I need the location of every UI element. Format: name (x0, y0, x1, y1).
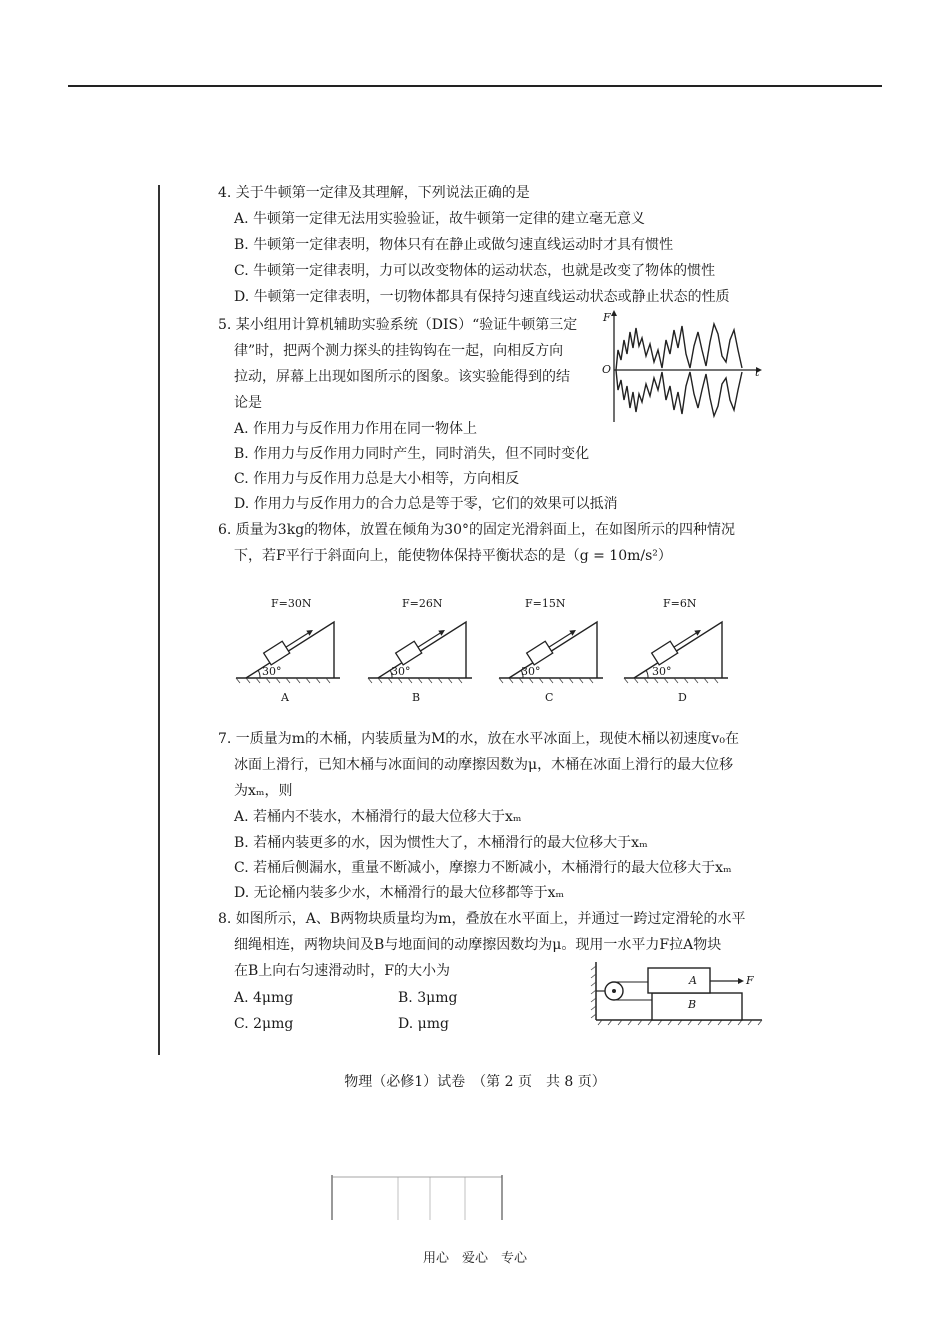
question-7-stem-line: 为xₘ，则 (234, 783, 293, 799)
bottom-note: 用心 爱心 专心 (422, 1251, 527, 1266)
block-a-label: A (689, 974, 697, 987)
page-footer: 物理（必修1）试卷 （第 2 页 共 8 页） (344, 1074, 606, 1090)
incline-b-angle: 30° (391, 665, 411, 678)
question-5-option-b: B. 作用力与反作用力同时产生，同时消失，但不同时变化 (234, 446, 590, 462)
margin-rule (158, 185, 160, 1055)
question-8-option-c: C. 2μmg (234, 1016, 294, 1032)
block-a (648, 968, 710, 993)
graph-x-label: t (755, 366, 760, 379)
question-5-option-d: D. 作用力与反作用力的合力总是等于零，它们的效果可以抵消 (234, 496, 618, 512)
question-6-stem-line: 6. 质量为3kg的物体，放置在倾角为30°的固定光滑斜面上，在如图所示的四种情况 (218, 522, 735, 538)
question-5-stem-line: 论是 (234, 395, 262, 411)
pulley-blocks-figure (590, 960, 770, 1026)
incline-figure-a (236, 612, 346, 684)
question-8-stem-line: 在B上向右匀速滑动时，F的大小为 (234, 963, 451, 979)
top-rule (68, 85, 882, 87)
incline-d-angle: 30° (652, 665, 672, 678)
incline-a-force-label: F=30N (271, 597, 312, 610)
question-5-option-a: A. 作用力与反作用力作用在同一物体上 (234, 421, 478, 437)
question-4-option-b: B. 牛顿第一定律表明，物体只有在静止或做匀速直线运动时才具有惯性 (234, 237, 674, 253)
incline-c-force-label: F=15N (525, 597, 566, 610)
question-5-stem-line: 律”时，把两个测力探头的挂钩钩在一起，向相反方向 (234, 343, 564, 359)
question-8-stem-line: 8. 如图所示，A、B两物块质量均为m，叠放在水平面上，并通过一跨过定滑轮的水平 (218, 911, 746, 927)
question-4-option-d: D. 牛顿第一定律表明，一切物体都具有保持匀速直线运动状态或静止状态的性质 (234, 289, 730, 305)
incline-d-force-label: F=6N (663, 597, 697, 610)
question-5-stem-line: 拉动，屏幕上出现如图所示的图象。该实验能得到的结 (234, 369, 570, 385)
graph-lower-curve (616, 370, 742, 416)
force-label: F (746, 974, 754, 987)
question-8-option-d: D. μmg (398, 1016, 449, 1032)
question-8-stem-line: 细绳相连，两物块间及B与地面间的动摩擦因数均为μ。现用一水平力F拉A物块 (234, 937, 722, 953)
question-7-option-d: D. 无论桶内装多少水，木桶滑行的最大位移都等于xₘ (234, 885, 565, 901)
question-5-stem-line: 5. 某小组用计算机辅助实验系统（DIS）“验证牛顿第三定 (218, 317, 578, 333)
question-8-option-a: A. 4μmg (234, 990, 294, 1006)
question-7-stem-line: 7. 一质量为m的木桶，内装质量为M的水，放在水平冰面上，现使木桶以初速度v₀在 (218, 731, 739, 747)
graph-y-label: F (603, 311, 611, 324)
scan-artifact-marks (330, 1175, 510, 1225)
question-8-option-b: B. 3μmg (398, 990, 458, 1006)
incline-a-angle: 30° (262, 665, 282, 678)
incline-d-option-label: D (678, 691, 687, 704)
question-7-stem-line: 冰面上滑行，已知木桶与冰面间的动摩擦因数为μ，木桶在冰面上滑行的最大位移 (234, 757, 734, 773)
block-b (652, 993, 742, 1020)
incline-c-option-label: C (545, 691, 554, 704)
question-5-option-c: C. 作用力与反作用力总是大小相等，方向相反 (234, 471, 520, 487)
question-4-option-a: A. 牛顿第一定律无法用实验验证，故牛顿第一定律的建立毫无意义 (234, 211, 646, 227)
question-4-option-c: C. 牛顿第一定律表明，力可以改变物体的运动状态，也就是改变了物体的惯性 (234, 263, 716, 279)
incline-a-option-label: A (281, 691, 289, 704)
force-time-graph (598, 310, 768, 430)
block-b-label: B (688, 998, 697, 1011)
question-7-option-b: B. 若桶内装更多的水，因为惯性大了，木桶滑行的最大位移大于xₘ (234, 835, 648, 851)
incline-b-force-label: F=26N (402, 597, 443, 610)
graph-y-arrow (611, 310, 617, 316)
incline-c-angle: 30° (521, 665, 541, 678)
question-7-option-a: A. 若桶内不装水，木桶滑行的最大位移大于xₘ (234, 809, 522, 825)
incline-figure-b (368, 612, 478, 684)
question-6-stem-line: 下，若F平行于斜面向上，能使物体保持平衡状态的是（g = 10m/s²） (234, 548, 672, 564)
graph-origin-label: O (602, 363, 612, 376)
graph-upper-curve (616, 324, 742, 370)
question-7-option-c: C. 若桶后侧漏水，重量不断减小，摩擦力不断减小，木桶滑行的最大位移大于xₘ (234, 860, 732, 876)
incline-figure-d (624, 612, 734, 684)
incline-b-option-label: B (412, 691, 421, 704)
question-4-stem: 4. 关于牛顿第一定律及其理解，下列说法正确的是 (218, 185, 530, 201)
incline-figure-c (499, 612, 609, 684)
